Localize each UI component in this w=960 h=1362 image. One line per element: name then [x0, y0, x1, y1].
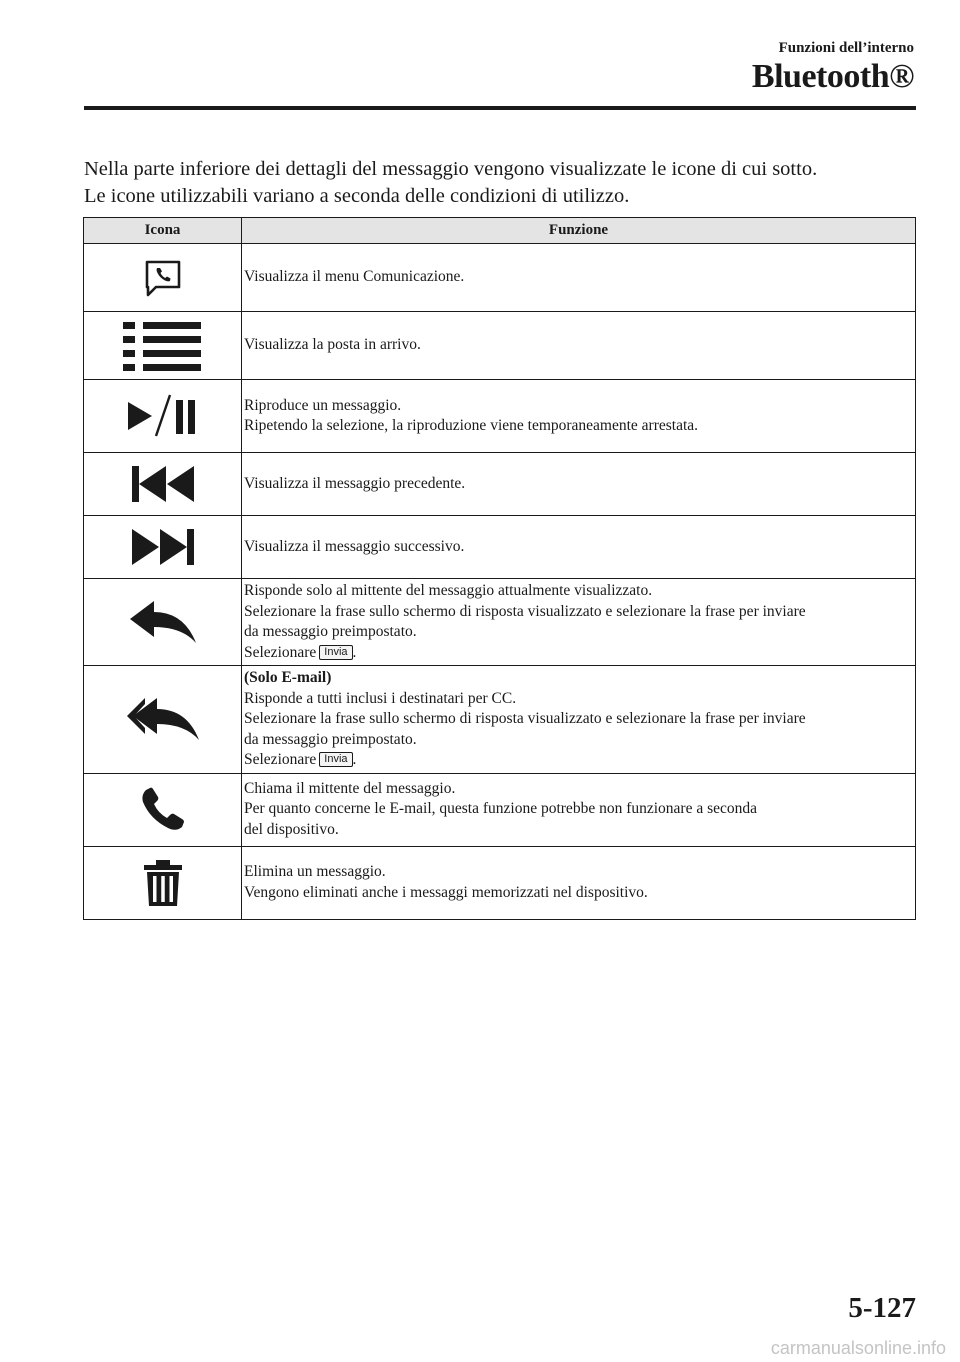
next-icon [130, 527, 196, 567]
phone-icon [140, 787, 186, 833]
select-prefix: Selezionare [244, 643, 317, 661]
function-text: da messaggio preimpostato. [244, 730, 417, 748]
reply-icon [128, 599, 198, 645]
table-row [84, 244, 916, 312]
function-text: Elimina un messaggio. [244, 863, 386, 880]
function-cell [242, 380, 916, 453]
function-text: Vengono eliminati anche i messaggi memorizzati nel dispositivo. [244, 883, 648, 901]
icon-cell [84, 244, 242, 312]
icon-cell [84, 380, 242, 453]
icon-function-table [83, 217, 916, 920]
function-text: Visualizza la posta in arrivo. [244, 336, 421, 354]
icon-cell [84, 312, 242, 380]
table-row [84, 380, 916, 453]
select-suffix: . [352, 643, 357, 661]
select-line [244, 750, 910, 771]
function-cell [242, 773, 916, 846]
function-cell [242, 666, 916, 774]
page-title: Bluetooth® [751, 58, 914, 95]
function-text: Visualizza il messaggio precedente. [244, 474, 466, 492]
intro-text [84, 156, 924, 210]
header-rule [84, 106, 916, 110]
table-row [84, 579, 916, 666]
invia-button[interactable]: Invia [319, 645, 352, 660]
function-text: Selezionare la frase sullo schermo di risposta visualizzato e selezionare la frase per inviare [244, 602, 806, 620]
table-row [84, 666, 916, 774]
select-suffix: . [352, 751, 357, 768]
communication-menu-icon [142, 258, 184, 298]
function-cell [242, 579, 916, 666]
function-cell [242, 846, 916, 919]
function-text: Risponde a tutti inclusi i destinatari per CC. [244, 689, 517, 707]
table-row [84, 846, 916, 919]
function-cell [242, 312, 916, 380]
icon-cell [84, 516, 242, 579]
function-cell [242, 453, 916, 516]
table-row [84, 453, 916, 516]
icon-cell [84, 579, 242, 666]
column-header-icon: Icona [84, 218, 242, 244]
select-prefix: Selezionare [244, 751, 317, 768]
previous-icon [130, 464, 196, 504]
function-text: da messaggio preimpostato. [244, 623, 417, 640]
table-row [84, 516, 916, 579]
select-line [244, 643, 910, 664]
trash-icon [142, 859, 184, 907]
function-text: Risponde solo al mittente del messaggio attualmente visualizzato. [244, 582, 653, 599]
column-header-function: Funzione [242, 218, 916, 244]
icon-cell [84, 453, 242, 516]
function-text: Ripetendo la selezione, la riproduzione viene temporaneamente arrestata. [244, 417, 699, 434]
function-text: Selezionare la frase sullo schermo di risposta visualizzato e selezionare la frase per inviare [244, 710, 806, 727]
table-header-row [84, 218, 916, 244]
function-text: Chiama il mittente del messaggio. [244, 779, 456, 797]
intro-line-2: Le icone utilizzabili variano a seconda delle condizioni di utilizzo. [84, 185, 630, 207]
play-pause-icon [126, 392, 200, 440]
reply-all-icon [125, 696, 201, 742]
function-text: Visualizza il menu Comunicazione. [244, 268, 465, 286]
watermark: carmanualsonline.info [770, 1338, 946, 1358]
function-text: Per quanto concerne le E-mail, questa funzione potrebbe non funzionare a seconda [244, 800, 758, 818]
function-text: Riproduce un messaggio. [244, 396, 402, 414]
page-number: 5-127 [848, 1292, 916, 1324]
icon-cell [84, 846, 242, 919]
function-cell [242, 516, 916, 579]
icon-cell [84, 773, 242, 846]
table-row [84, 773, 916, 846]
table-row [84, 312, 916, 380]
intro-line-1: Nella parte inferiore dei dettagli del messaggio vengono visualizzate le icone di cui sotto. [84, 158, 818, 180]
function-text: del dispositivo. [244, 820, 339, 838]
inbox-list-icon [123, 321, 203, 371]
function-text: Visualizza il messaggio successivo. [244, 537, 465, 555]
function-heading: (Solo E-mail) [244, 669, 332, 686]
invia-button[interactable]: Invia [319, 752, 352, 767]
function-cell [242, 244, 916, 312]
section-label: Funzioni dell’interno [778, 40, 914, 56]
icon-cell [84, 666, 242, 774]
